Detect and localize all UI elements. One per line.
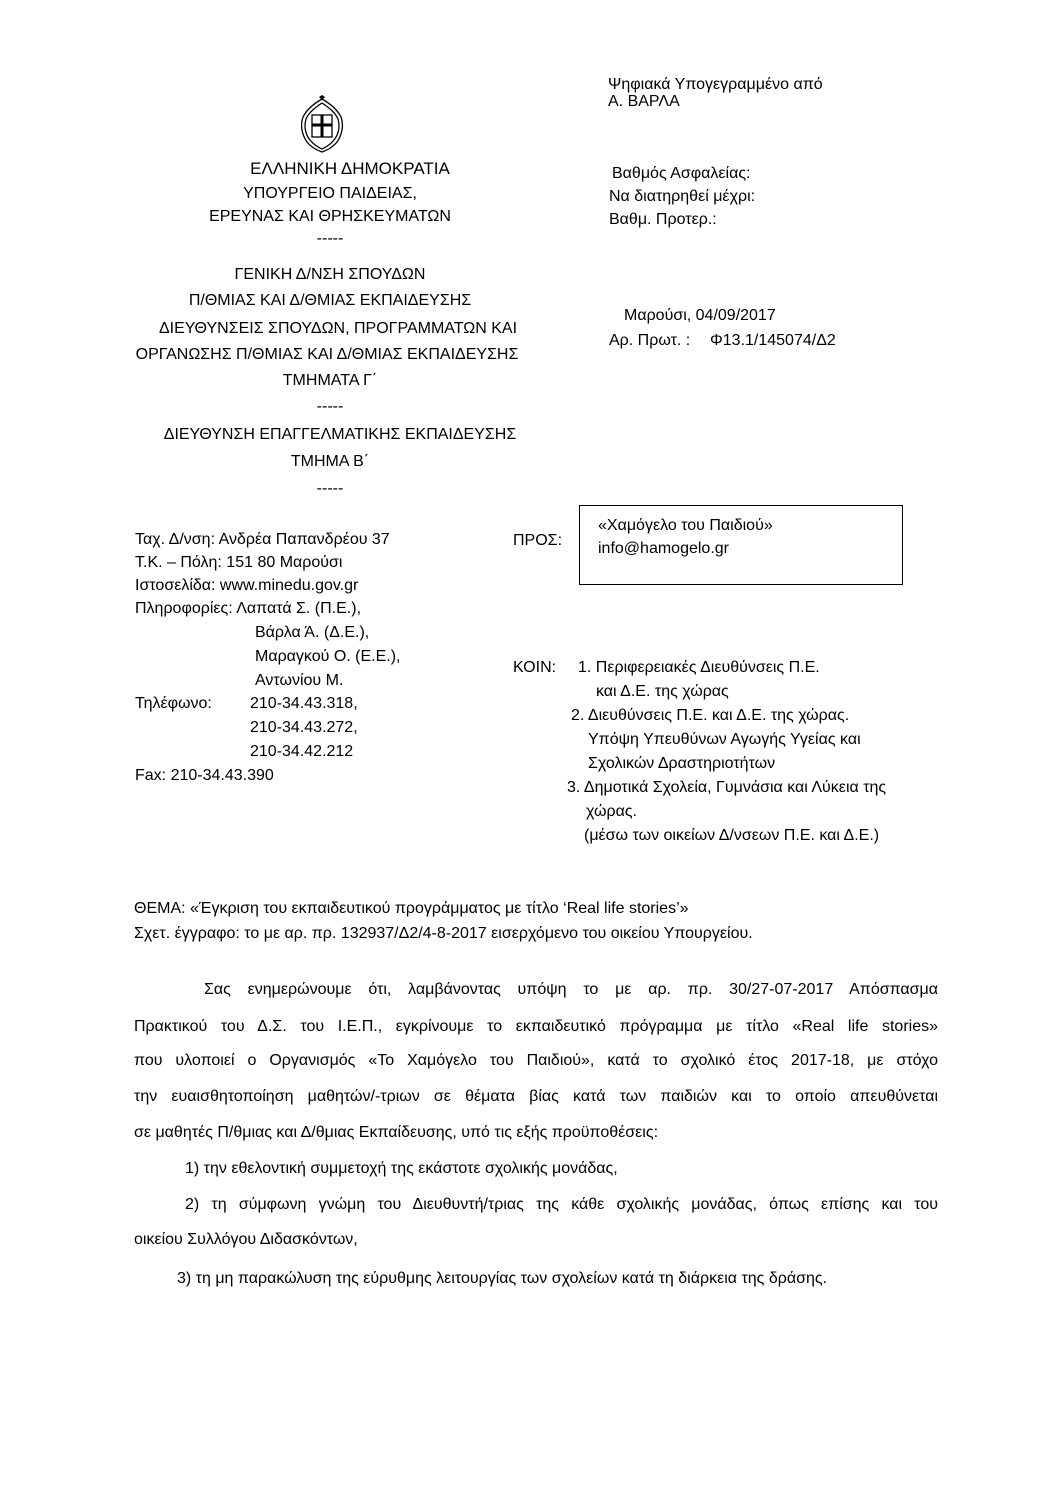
vocational-directorate: ΔΙΕΥΘΥΝΣΗ ΕΠΑΓΓΕΛΜΑΤΙΚΗΣ ΕΚΠΑΙΔΕΥΣΗΣ: [163, 426, 517, 443]
contact-website: Ιστοσελίδα: www.minedu.gov.gr: [135, 577, 359, 594]
greek-coat-of-arms-icon: [295, 95, 349, 153]
cc-item3-c: (μέσω των οικείων Δ/νσεων Π.Ε. και Δ.Ε.): [584, 827, 880, 844]
protocol-label: Αρ. Πρωτ. :: [609, 332, 691, 349]
phone-3: 210-34.42.212: [250, 743, 354, 760]
cc-item2-a: 2. Διευθύνσεις Π.Ε. και Δ.Ε. της χώρας.: [571, 707, 850, 724]
priority: Βαθμ. Προτερ.:: [609, 211, 717, 228]
cc-item1-a: 1. Περιφερειακές Διευθύνσεις Π.Ε.: [578, 659, 820, 676]
contact-info: Πληροφορίες: Λαπατά Σ. (Π.Ε.),: [135, 600, 362, 617]
to-label: ΠΡΟΣ:: [513, 532, 563, 549]
separator: -----: [316, 230, 344, 247]
section-b: ΤΜΗΜΑ Β΄: [290, 453, 370, 470]
body-paragraph-line: που υλοποιεί ο Οργανισμός «Το Χαμόγελο του Παιδιού», κατά το σχολικό έτος 2017-18, με στόχο: [134, 1052, 938, 1069]
body-paragraph-line: Πρακτικού του Δ.Σ. του Ι.Ε.Π., εγκρίνουμε το εκπαιδευτικό πρόγραμμα με τίτλο «Real life stories»: [134, 1018, 938, 1035]
body-paragraph-line: Σας ενημερώνουμε ότι, λαμβάνοντας υπόψη το με αρ. πρ. 30/27-07-2017 Απόσπασμα: [204, 981, 938, 998]
condition-1: 1) την εθελοντική συμμετοχή της εκάστοτε σχολικής μονάδας,: [185, 1160, 618, 1177]
cc-item2-b: Υπόψη Υπευθύνων Αγωγής Υγείας και: [588, 731, 861, 748]
cc-item2-c: Σχολικών Δραστηριοτήτων: [588, 755, 776, 772]
digital-signature-line2: Α. ΒΑΡΛΑ: [608, 93, 680, 110]
condition-3: 3) τη μη παρακώλυση της εύρυθμης λειτουργίας των σχολείων κατά τη διάρκεια της δράσης.: [177, 1270, 828, 1287]
cc-label: ΚΟΙΝ:: [513, 659, 557, 676]
contact-info-2: Βάρλα Ά. (Δ.Ε.),: [255, 624, 370, 641]
sections-g: ΤΜΗΜΑΤΑ Γ΄: [282, 372, 378, 389]
related-document: Σχετ. έγγραφο: το με αρ. πρ. 132937/Δ2/4-8-2017 εισερχόμενο του οικείου Υπουργείου.: [134, 925, 753, 942]
republic-title: ΕΛΛΗΝΙΚΗ ΔΗΜΟΚΡΑΤΙΑ: [250, 159, 450, 178]
separator: -----: [316, 398, 344, 415]
body-paragraph-line: την ευαισθητοποίηση μαθητών/-τριων σε θέματα βίας κατά των παιδιών και το οποίο απευθύνεται: [134, 1088, 938, 1105]
keep-until: Να διατηρηθεί μέχρι:: [609, 188, 756, 205]
digital-signature-line1: Ψηφιακά Υπογεγραμμένο από: [608, 76, 823, 93]
phone-1: 210-34.43.318,: [250, 695, 358, 712]
directorates-line1: ΔΙΕΥΘΥΝΣΕΙΣ ΣΠΟΥΔΩΝ, ΠΡΟΓΡΑΜΜΑΤΩΝ ΚΑΙ: [158, 320, 518, 337]
cc-item3-b: χώρας.: [586, 803, 637, 820]
condition-2: 2) τη σύμφωνη γνώμη του Διευθυντή/τριας της κάθε σχολικής μονάδας, όπως επίσης και του: [185, 1196, 938, 1213]
cc-item1-b: και Δ.Ε. της χώρας: [596, 683, 729, 700]
contact-address: Ταχ. Δ/νση: Ανδρέα Παπανδρέου 37: [135, 531, 390, 548]
ministry-line2: ΕΡΕΥΝΑΣ ΚΑΙ ΘΡΗΣΚΕΥΜΑΤΩΝ: [209, 208, 451, 225]
subject: ΘΕΜΑ: «Έγκριση του εκπαιδευτικού προγράμματος με τίτλο ‘Real life stories’»: [134, 900, 689, 917]
recipient-email: info@hamogelo.gr: [598, 540, 729, 557]
document-date: Μαρούσι, 04/09/2017: [624, 307, 776, 324]
general-directorate-line2: Π/ΘΜΙΑΣ ΚΑΙ Δ/ΘΜΙΑΣ ΕΚΠΑΙΔΕΥΣΗΣ: [188, 292, 472, 309]
phone-2: 210-34.43.272,: [250, 719, 358, 736]
contact-info-4: Αντωνίου Μ.: [255, 672, 344, 689]
fax: Fax: 210-34.43.390: [135, 767, 274, 784]
recipient-name: «Χαμόγελο του Παιδιού»: [598, 517, 773, 534]
ministry-line1: ΥΠΟΥΡΓΕΙΟ ΠΑΙΔΕΙΑΣ,: [243, 185, 417, 202]
phone-label: Τηλέφωνο:: [135, 695, 212, 712]
contact-info-3: Μαραγκού Ο. (Ε.Ε.),: [255, 648, 401, 665]
separator: -----: [316, 480, 344, 497]
condition-2-cont: οικείου Συλλόγου Διδασκόντων,: [134, 1231, 358, 1248]
security-level: Βαθμός Ασφαλείας:: [612, 165, 751, 182]
contact-postal: Τ.Κ. – Πόλη: 151 80 Μαρούσι: [135, 554, 343, 571]
protocol-number: Φ13.1/145074/Δ2: [710, 332, 836, 349]
body-paragraph-line: σε μαθητές Π/θμιας και Δ/θμιας Εκπαίδευσης, υπό τις εξής προϋποθέσεις:: [134, 1124, 659, 1141]
general-directorate-line1: ΓΕΝΙΚΗ Δ/ΝΣΗ ΣΠΟΥΔΩΝ: [234, 266, 426, 283]
directorates-line2: ΟΡΓΑΝΩΣΗΣ Π/ΘΜΙΑΣ ΚΑΙ Δ/ΘΜΙΑΣ ΕΚΠΑΙΔΕΥΣΗΣ: [135, 346, 519, 363]
cc-item3-a: 3. Δημοτικά Σχολεία, Γυμνάσια και Λύκεια της: [567, 779, 887, 796]
